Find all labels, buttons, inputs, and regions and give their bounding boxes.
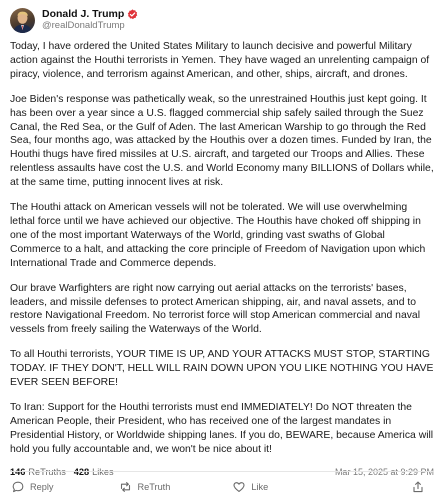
verified-badge-icon	[127, 9, 138, 20]
post-header	[10, 7, 434, 33]
share-button[interactable]	[412, 481, 430, 493]
avatar-portrait-icon	[10, 8, 35, 33]
like-button[interactable]	[233, 481, 268, 493]
retruth-arrows-icon	[119, 481, 132, 493]
retruth-label: ReTruth	[137, 482, 171, 492]
post-paragraph-1: Today, I have ordered the United States Military to launch decisive and powerful Military action against the Houthi terrorists in Yemen. They have waged an unrelenting campaign of piracy, violence, and terrorism against American, and other, ships, aircraft, and drones.	[10, 41, 430, 80]
retruth-button[interactable]	[119, 481, 171, 493]
author-avatar[interactable]	[10, 8, 35, 33]
post-actions	[10, 478, 434, 496]
speech-bubble-icon	[12, 481, 24, 493]
author-handle[interactable]: @realDonaldTrump	[42, 20, 125, 31]
post-paragraph-2: Joe Biden's response was pathetically weak, so the unrestrained Houthis just kept going. It has been over a year since a U.S. flagged commercial ship safely sailed through the Suez Canal, the Red Sea, or the Gulf of Aden. The last American Warship to go through the Red Sea, four months ago, was attacked by the Houthis over a dozen times. Funded by Iran, the Houthi thugs have fired missiles at U.S. aircraft, and targeted our Troops and Allies. These relentless assaults have cost the U.S. and World Economy many BILLIONS of Dollars while, at the same time, putting innocent lives at risk.	[10, 93, 434, 189]
author-name[interactable]: Donald J. Trump	[42, 8, 125, 20]
reply-button[interactable]	[12, 481, 54, 493]
heart-icon	[233, 481, 245, 493]
post-paragraph-5: To all Houthi terrorists, YOUR TIME IS UP, AND YOUR ATTACKS MUST STOP, STARTING TODAY. IF THEY DON'T, HELL WILL RAIN DOWN UPON YOU LIKE NOTHING YOU HAVE EVER SEEN BEFORE!	[10, 349, 434, 389]
share-upload-icon	[412, 481, 424, 493]
post-paragraph-6: To Iran: Support for the Houthi terrorists must end IMMEDIATELY! Do NOT threaten the American People, their President, who has received one of the largest mandates in Presidential History, or Worldwide shipping lanes. If you do, BEWARE, because America will hold you fully accountable and, we won't be nice about it!	[10, 401, 434, 455]
post-body	[10, 40, 434, 457]
actions-divider	[10, 471, 434, 472]
author-info	[42, 9, 138, 31]
reply-label: Reply	[30, 482, 54, 492]
post-paragraph-3: The Houthi attack on American vessels will not be tolerated. We will use overwhelming lethal force until we have achieved our objective. The Houthis have choked off shipping in one of the most important Waterways of the World, grinding vast swaths of Global Commerce to a halt, and attacking the core principle of Freedom of Navigation upon which International Trade and Commerce depends.	[10, 202, 426, 269]
post-paragraph-4: Our brave Warfighters are right now carrying out aerial attacks on the terrorists' bases, leaders, and missile defenses to protect American shipping, air, and naval assets, and to restore Navigational Freedom. No terrorist force will stop American commercial and naval vessels from freely sailing the Waterways of the World.	[10, 282, 421, 336]
like-label: Like	[251, 482, 269, 492]
